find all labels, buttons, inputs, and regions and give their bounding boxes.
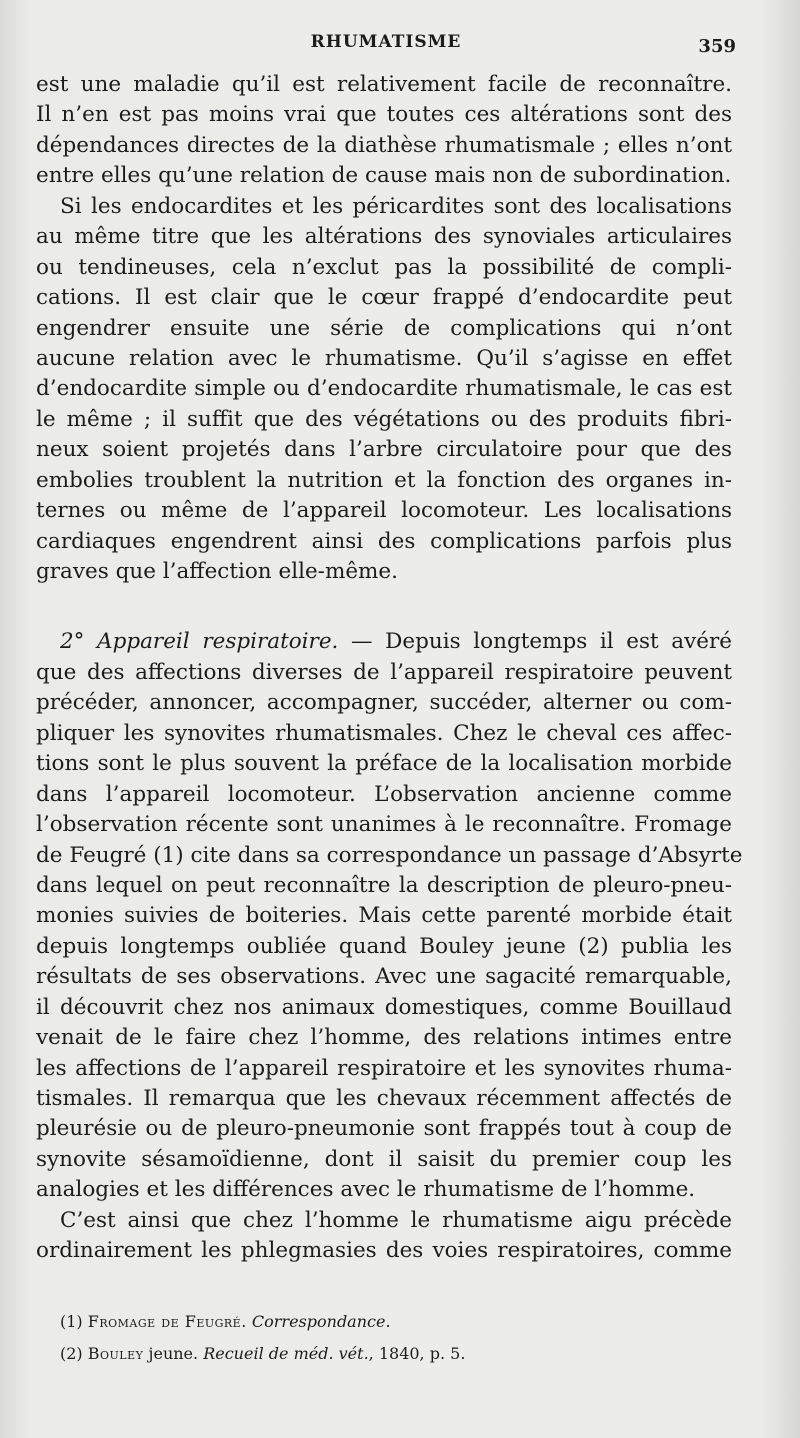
- page-header: [36, 32, 736, 60]
- text-line: graves que l’affection elle-même.: [36, 559, 398, 584]
- text-line: au même titre que les altérations des synoviales articulaires: [36, 224, 732, 250]
- text-line: synovite sésamoïdienne, dont il saisit du premier coup les: [36, 1146, 732, 1172]
- section-first-line: [36, 627, 732, 657]
- text-line: pliquer les synovites rhumatismales. Chez le cheval ces affec-: [36, 720, 732, 746]
- text-line: ou tendineuses, cela n’exclut pas la possibilité de compli-: [36, 254, 732, 280]
- footnote-mark: (1): [60, 1312, 83, 1331]
- text-line: aucune relation avec le rhumatisme. Qu’il s’agisse en effet: [36, 345, 732, 371]
- footnote-title: Correspondance.: [251, 1312, 391, 1331]
- body-text: [36, 70, 743, 1267]
- text-line: les affections de l’appareil respiratoire et les synovites rhuma-: [36, 1055, 732, 1081]
- text-line: de Feugré (1) cite dans sa correspondance un passage d’Absyrte: [36, 842, 743, 868]
- text-line: que des affections diverses de l’appareil respiratoire peuvent: [36, 659, 732, 685]
- footnote-author: Bouley: [87, 1344, 144, 1363]
- text-line: entre elles qu’une relation de cause mais non de subordination.: [36, 163, 732, 189]
- text-line: venait de le faire chez l’homme, des relations intimes entre: [36, 1025, 732, 1051]
- footnote-author: Fromage de Feugré.: [87, 1312, 247, 1331]
- text-line: cardiaques engendrent ainsi des complications parfois plus: [36, 528, 732, 554]
- text-line: est une maladie qu’il est relativement facile de reconnaître.: [36, 72, 732, 97]
- text-line: précéder, annoncer, accompagner, succéder, alterner ou com-: [36, 690, 732, 716]
- text-line: neux soient projetés dans l’arbre circulatoire pour que des: [36, 437, 732, 463]
- footnote-rest: , 1840, p. 5.: [368, 1344, 466, 1363]
- text-line: embolies troublent la nutrition et la fonction des organes in-: [36, 467, 732, 493]
- footnote-mark: (2): [60, 1344, 83, 1363]
- text-line: résultats de ses observations. Avec une sagacité remarquable,: [36, 964, 732, 990]
- text-line: dépendances directes de la diathèse rhumatismale ; elles n’ont: [36, 132, 732, 158]
- section-first-line-text: — Depuis longtemps il est avéré: [338, 629, 732, 655]
- text-line: Si les endocardites et les péricardites sont des localisations: [60, 193, 732, 219]
- text-line: dans lequel on peut reconnaître la description de pleuro-pneu-: [36, 872, 732, 898]
- footnote-title: Recueil de méd. vét.: [203, 1344, 369, 1363]
- text-line: cations. Il est clair que le cœur frappé d’endocardite peut: [36, 285, 732, 311]
- text-line: ordinairement les phlegmasies des voies respiratoires, comme: [36, 1238, 732, 1264]
- page-number: 359: [698, 36, 736, 57]
- text-line: l’observation récente sont unanimes à le reconnaître. Fromage: [36, 812, 732, 838]
- footnote: [60, 1306, 740, 1338]
- running-title: RHUMATISME: [310, 32, 462, 52]
- text-line: analogies et les différences avec le rhumatisme de l’homme.: [36, 1177, 696, 1203]
- text-line: il découvrit chez nos animaux domestiques, comme Bouillaud: [36, 994, 732, 1020]
- text-line: monies suivies de boiteries. Mais cette parenté morbide était: [36, 903, 732, 929]
- text-line: depuis longtemps oubliée quand Bouley jeune (2) publia les: [36, 933, 732, 959]
- text-line: Il n’en est pas moins vrai que toutes ces altérations sont des: [36, 102, 732, 128]
- text-line: tismales. Il remarqua que les chevaux récemment affectés de: [36, 1086, 732, 1111]
- footnote: [60, 1338, 740, 1370]
- text-line: C’est ainsi que chez l’homme le rhumatisme aigu précède: [60, 1207, 732, 1233]
- footnote-author-rest: jeune.: [143, 1344, 199, 1363]
- footnotes: [60, 1306, 740, 1370]
- section-heading: 2° Appareil respiratoire.: [60, 629, 339, 655]
- text-line: d’endocardite simple ou d’endocardite rhumatismale, le cas est: [36, 376, 732, 402]
- text-line: ternes ou même de l’appareil locomoteur. Les localisations: [36, 498, 732, 524]
- text-line: engendrer ensuite une série de complications qui n’ont: [36, 315, 732, 341]
- text-line: dans l’appareil locomoteur. L’observation ancienne comme: [36, 781, 732, 807]
- text-line: pleurésie ou de pleuro-pneumonie sont frappés tout à coup de: [36, 1116, 732, 1142]
- text-line: tions sont le plus souvent la préface de la localisation morbide: [36, 751, 732, 777]
- text-line: le même ; il suffit que des végétations ou des produits fibri-: [36, 406, 732, 432]
